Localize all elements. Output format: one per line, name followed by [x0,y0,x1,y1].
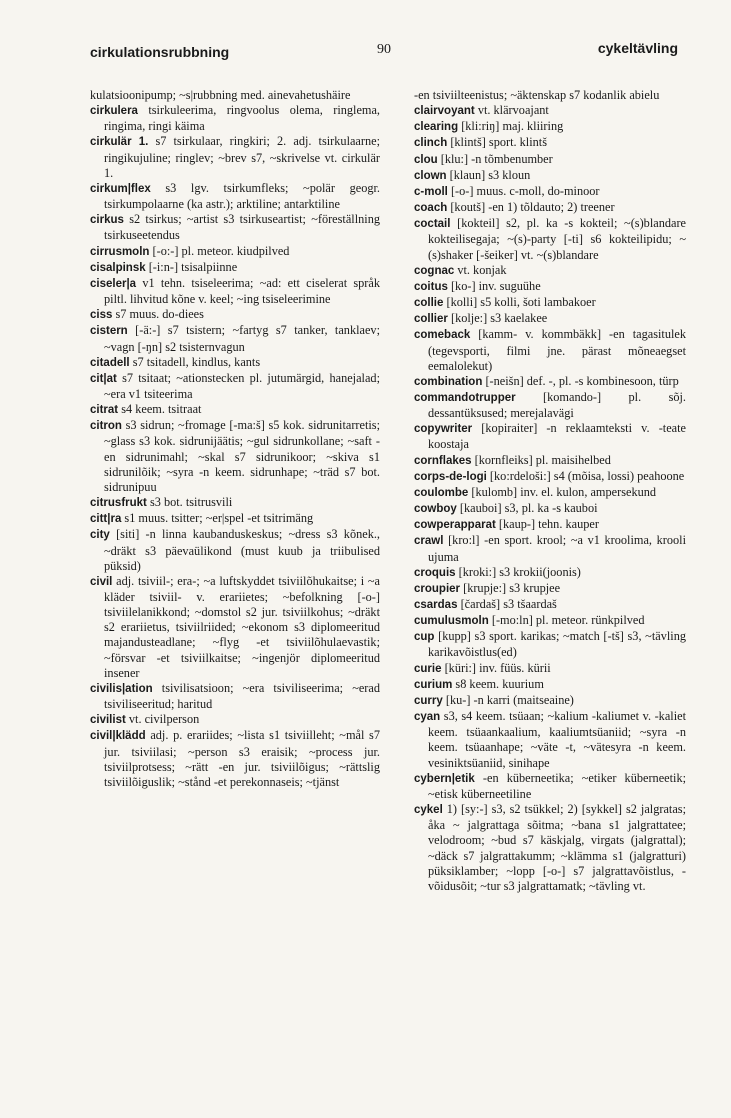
dictionary-entry [414,485,686,501]
entry-headword: curium [414,678,453,691]
entry-definition: tsivilisatsioon; ~era tsiviliseerima; ~erad tsiviliseeritud; haritud [104,680,381,712]
dictionary-entry [414,374,686,390]
dictionary-entry [90,574,380,681]
entry-definition: [kauboi] s3, pl. ka -s kauboi [459,501,598,516]
entry-definition: [siti] -n linna kaubanduskeskus; ~dress s3 kõnek., ~dräkt s3 päevaülikond (must kuub ja triibulised püksid) [104,527,381,573]
entry-definition: [komando-] pl. sõj. dessantüksused; merejalavägi [428,389,687,421]
entry-headword: city [90,529,110,542]
entry-headword: citadell [90,356,130,369]
dictionary-entry [90,511,380,527]
entry-headword: cirkum|flex [90,182,151,195]
entry-definition: [ko:rdeloši:] s4 (mõisa, lossi) peahoone [489,468,685,483]
entry-headword: corps-de-logi [414,470,487,483]
dictionary-entry [90,402,380,418]
right-column [414,88,686,894]
entry-headword: citt|ra [90,513,122,526]
dictionary-entry [414,421,686,452]
entry-definition: s1 muus. tsitter; ~er|spel -et tsitrimäng [124,511,314,526]
entry-headword: clairvoyant [414,105,475,118]
entry-definition: [-ä:-] s7 tsistern; ~fartyg s7 tanker, tanklaev; ~vagn [-ŋn] s2 tsisternvagun [104,323,380,354]
entry-definition: s3 bot. tsitrusvili [149,495,233,510]
entry-definition: [kolje:] s3 kaelakee [450,311,548,326]
entry-headword: civilis|ation [90,682,153,695]
entry-definition: [kolli] s5 kolli, šoti lambakoer [446,295,596,310]
entry-headword: coulombe [414,486,469,499]
entry-headword: cirkulär 1. [90,136,149,149]
entry-definition: [-i:n-] tsisalpiinne [148,259,238,274]
entry-definition: [krupje:] s3 krupjee [463,580,561,595]
entry-headword: cumulusmoln [414,615,489,628]
entry-headword: croquis [414,566,456,579]
entry-headword: citron [90,420,122,433]
dictionary-entry [414,501,686,517]
header-guide-word-right: cykeltävling [597,40,678,56]
entry-headword: civil [90,575,113,588]
entry-headword: civilist [90,714,126,727]
entry-headword: cirkus [90,214,124,227]
entry-definition: [kopiraiter] -n reklaamteksti v. -teate koostaja [428,421,686,452]
entry-definition: [kupp] s3 sport. karikas; ~match [-tš] s3, ~tävling karikavõistlus(ed) [428,629,686,660]
entry-definition: vt. klärvoajant [477,103,549,118]
dictionary-entry [414,469,686,485]
dictionary-entry [90,181,380,212]
entry-definition: [kaup-] tehn. kauper [498,517,599,532]
entry-headword: civil|klädd [90,730,146,743]
entry-definition: [klaun] s3 kloun [449,167,531,182]
entry-headword: comeback [414,329,471,342]
entry-headword: commandotrupper [414,391,516,404]
entry-definition: -en tsiviilteenistus; ~äktenskap s7 kodanlik abielu [414,88,660,102]
dictionary-entry [414,517,686,533]
entry-definition: s3, s4 keem. tsüaan; ~kalium -kaliumet v. -kaliet keem. tsüaankaalium, kaaliumtsüaniid; ~syra -n keem. tsüaanhape; ~väte -t, ~vätesyra -n keem. vesiniktsüaniid, sinihape [428,709,686,770]
dictionary-entry [90,134,380,180]
dictionary-entry [414,88,686,103]
entry-headword: collier [414,313,448,326]
dictionary-entry [414,216,686,262]
entry-headword: clou [414,153,438,166]
entry-headword: cybern|etik [414,772,475,785]
entry-headword: curry [414,694,443,707]
dictionary-entry [90,495,380,511]
entry-definition: vt. konjak [457,262,507,277]
entry-definition: vt. civilperson [128,712,200,727]
dictionary-entry [90,103,380,134]
entry-definition: s7 tsirkulaar, ringkiri; 2. adj. tsirkulaarne; ringikujuline; ringlev; ~brev s7, ~skrivelse vt. cirkulär 1. [104,134,381,180]
entry-definition: s3 lgv. tsirkumfleks; ~polär geogr. tsirkumpolaarne (ka astr.); arktiline; antarktiline [104,180,380,212]
dictionary-entry [414,661,686,677]
dictionary-entry [414,200,686,216]
dictionary-entry [414,565,686,581]
entry-definition: s7 tsitaat; ~ationstecken pl. jutumärgid, hanejalad; ~era v1 tsiteerima [104,370,380,401]
dictionary-entry [414,152,686,168]
entry-headword: crawl [414,535,444,548]
entry-definition: s2 tsirkus; ~artist s3 tsirkuseartist; ~föreställning tsirkuseetendus [104,212,380,243]
entry-headword: croupier [414,582,461,595]
entry-headword: cowboy [414,503,457,516]
entry-definition: [klintš] sport. klintš [450,135,547,150]
page-header [90,40,678,68]
entry-definition: [klu:] -n tõmbenumber [440,151,553,166]
entry-definition: [kroki:] s3 krokii(joonis) [458,564,581,579]
entry-headword: clown [414,169,447,182]
entry-definition: [ku-] -n karri (maitseaine) [445,692,574,707]
entry-headword: ciseler|a [90,277,137,290]
dictionary-entry [90,712,380,728]
dictionary-entry [90,418,380,495]
dictionary-entry [90,323,380,354]
entry-headword: cirkulera [90,105,138,118]
dictionary-entry [414,709,686,771]
dictionary-entry [90,276,380,307]
entry-definition: kulatsioonipump; ~s|rubbning med. ainevahetushäire [90,88,351,102]
entry-definition: [-o-] muus. c-moll, do-minoor [450,183,600,198]
entry-definition: adj. p. erariides; ~lista s1 tsiviilleht; ~mål s7 jur. tsiviilasi; ~person s3 eraisik; ~process jur. tsiviilprotsess; ~rätt -en jur. tsiviilõigus; ~rättslig tsiviilõiguslik; ~stånd -et perekonnaseis; ~tjänst [104,728,380,789]
entry-definition: -en küberneetika; ~etiker küberneetik; ~etisk küberneetiline [428,770,687,801]
entry-definition: [kornfleiks] pl. maisihelbed [474,452,611,467]
entry-definition: [kamm- v. kommbäkk] -en tagasitulek (tegevsporti, filmi jne. pärast mõneaegset eemalolekut) [428,327,686,373]
entry-headword: clearing [414,121,459,134]
entry-definition: s8 keem. kuurium [455,676,544,691]
entry-definition: [čardaš] s3 tšaardaš [460,597,557,611]
dictionary-entry [414,168,686,184]
entry-headword: c-moll [414,185,448,198]
dictionary-entry [414,533,686,564]
dictionary-entry [414,771,686,802]
dictionary-entry [414,390,686,421]
dictionary-entry [90,244,380,260]
entry-definition: s7 tsitadell, kindlus, kants [132,354,261,369]
entry-definition: s4 keem. tsitraat [121,402,202,417]
dictionary-entry [414,119,686,135]
entry-definition: [kulomb] inv. el. kulon, ampersekund [471,484,657,499]
entry-definition: s7 muus. do-diees [115,307,204,322]
entry-headword: clinch [414,137,448,150]
dictionary-entry [90,728,380,790]
entry-definition: tsirkuleerima, ringvoolus olema, ringlema, ringima, ringi käima [104,103,380,134]
entry-definition: [kro:l] -en sport. krool; ~a v1 kroolima, krooli ujuma [428,533,686,564]
entry-definition: [kli:riŋ] maj. kliiring [461,119,564,134]
entry-headword: combination [414,375,483,388]
dictionary-entry [414,279,686,295]
entry-headword: ciss [90,309,113,322]
header-guide-word-left: cirkulationsrubbning [90,44,230,60]
entry-headword: copywriter [414,423,473,436]
entry-definition: [koutš] -en 1) tõldauto; 2) treener [450,200,615,215]
entry-definition: [küri:] inv. füüs. kürii [444,660,551,675]
entry-headword: coitus [414,280,448,293]
dictionary-entry [414,327,686,373]
entry-headword: cit|at [90,372,117,385]
entry-definition: [ko-] inv. suguühe [450,278,541,293]
entry-headword: cognac [414,264,455,277]
entry-headword: cistern [90,325,128,338]
dictionary-entry [90,681,380,712]
entry-headword: collie [414,297,444,310]
dictionary-entry [414,184,686,200]
page-number: 90 [377,42,391,57]
dictionary-entry [90,355,380,371]
dictionary-entry [90,527,380,573]
left-column [90,88,380,790]
dictionary-entry [90,260,380,276]
entry-headword: cornflakes [414,454,472,467]
dictionary-entry [90,307,380,323]
entry-definition: [-o:-] pl. meteor. kiudpilved [152,243,290,258]
entry-headword: coach [414,202,448,215]
entry-headword: csardas [414,599,458,611]
entry-headword: cirrusmoln [90,245,150,258]
dictionary-entry [414,263,686,279]
entry-headword: cykel [414,804,443,817]
dictionary-entry [90,88,380,103]
dictionary-entry [414,295,686,311]
entry-headword: coctail [414,218,451,231]
entry-definition: s3 sidrun; ~fromage [-ma:š] s5 kok. sidrunitarretis; ~glass s3 kok. sidrunijäätis; ~gul sidrunkollane; ~saft -en sidrunimahl; ~skal s7 sidrunikoor; ~skiva s1 sidrunilõik; ~syra -n keem. sidrunhape; ~träd s7 bot. sidrunipuu [104,418,380,494]
entry-headword: cup [414,631,435,644]
dictionary-entry [414,103,686,119]
entry-headword: citrat [90,404,119,417]
entry-definition: [-mo:ln] pl. meteor. rünkpilved [491,613,645,628]
entry-headword: cowperapparat [414,519,496,532]
dictionary-entry [414,597,686,613]
dictionary-entry [414,135,686,151]
dictionary-entry [90,371,380,402]
dictionary-entry [90,212,380,243]
entry-definition: adj. tsiviil-; era-; ~a luftskyddet tsiviilõhukaitse; i ~a kläder tsiviil- v. erariietes; ~befolkning [-o-] tsiviilelanikkond; ~domstol s2 jur. tsiviilkohus; ~dräkt s2 erariietus, tsiviilriided; ~ekonom s3 diplomeeritud majandusteadlane; ~flyg -et tsiviilõhulaevastik; ~försvar -et tsiviilkaitse; ~ingenjör diplomeeritud insener [104,573,380,680]
dictionary-entry [414,311,686,327]
dictionary-entry [414,802,686,894]
entry-definition: 1) [sy:-] s3, s2 tsükkel; 2) [sykkel] s2 jalgratas; åka ~ jalgrattaga sõitma; ~bana s1 jalgrattatee; velodroom; ~bud s7 käskjalg, virgats (jalgrattal); ~däck s7 jalgrattakumm; ~klämma s1 (jalgratturi) püksiklamber; ~lopp [-o-] s7 jalgrattavõistlus, -võidusõit; ~tur s3 jalgrattamatk; ~tävling vt. [428,802,686,893]
dictionary-entry [414,453,686,469]
dictionary-entry [414,581,686,597]
dictionary-entry [414,677,686,693]
entry-definition: v1 tehn. tsiseleerima; ~ad: ett ciselerat språk piltl. lihvitud kõne v. keel; ~ing tsiseleerimine [104,275,380,307]
entry-headword: citrusfrukt [90,497,147,510]
dictionary-entry [414,629,686,660]
dictionary-entry [414,693,686,709]
entry-definition: [kokteil] s2, pl. ka -s kokteil; ~(s)blandare kokteilisegaja; ~(s)-party [-ti] s6 kokteilipidu; ~(s)shaker [-šeiker] vt. ~(s)blandare [428,216,686,262]
entry-headword: curie [414,662,442,675]
entry-headword: cyan [414,711,441,724]
entry-definition: [-neišn] def. -, pl. -s kombinesoon, türp [485,373,679,388]
entry-headword: cisalpinsk [90,261,146,274]
dictionary-entry [414,613,686,629]
